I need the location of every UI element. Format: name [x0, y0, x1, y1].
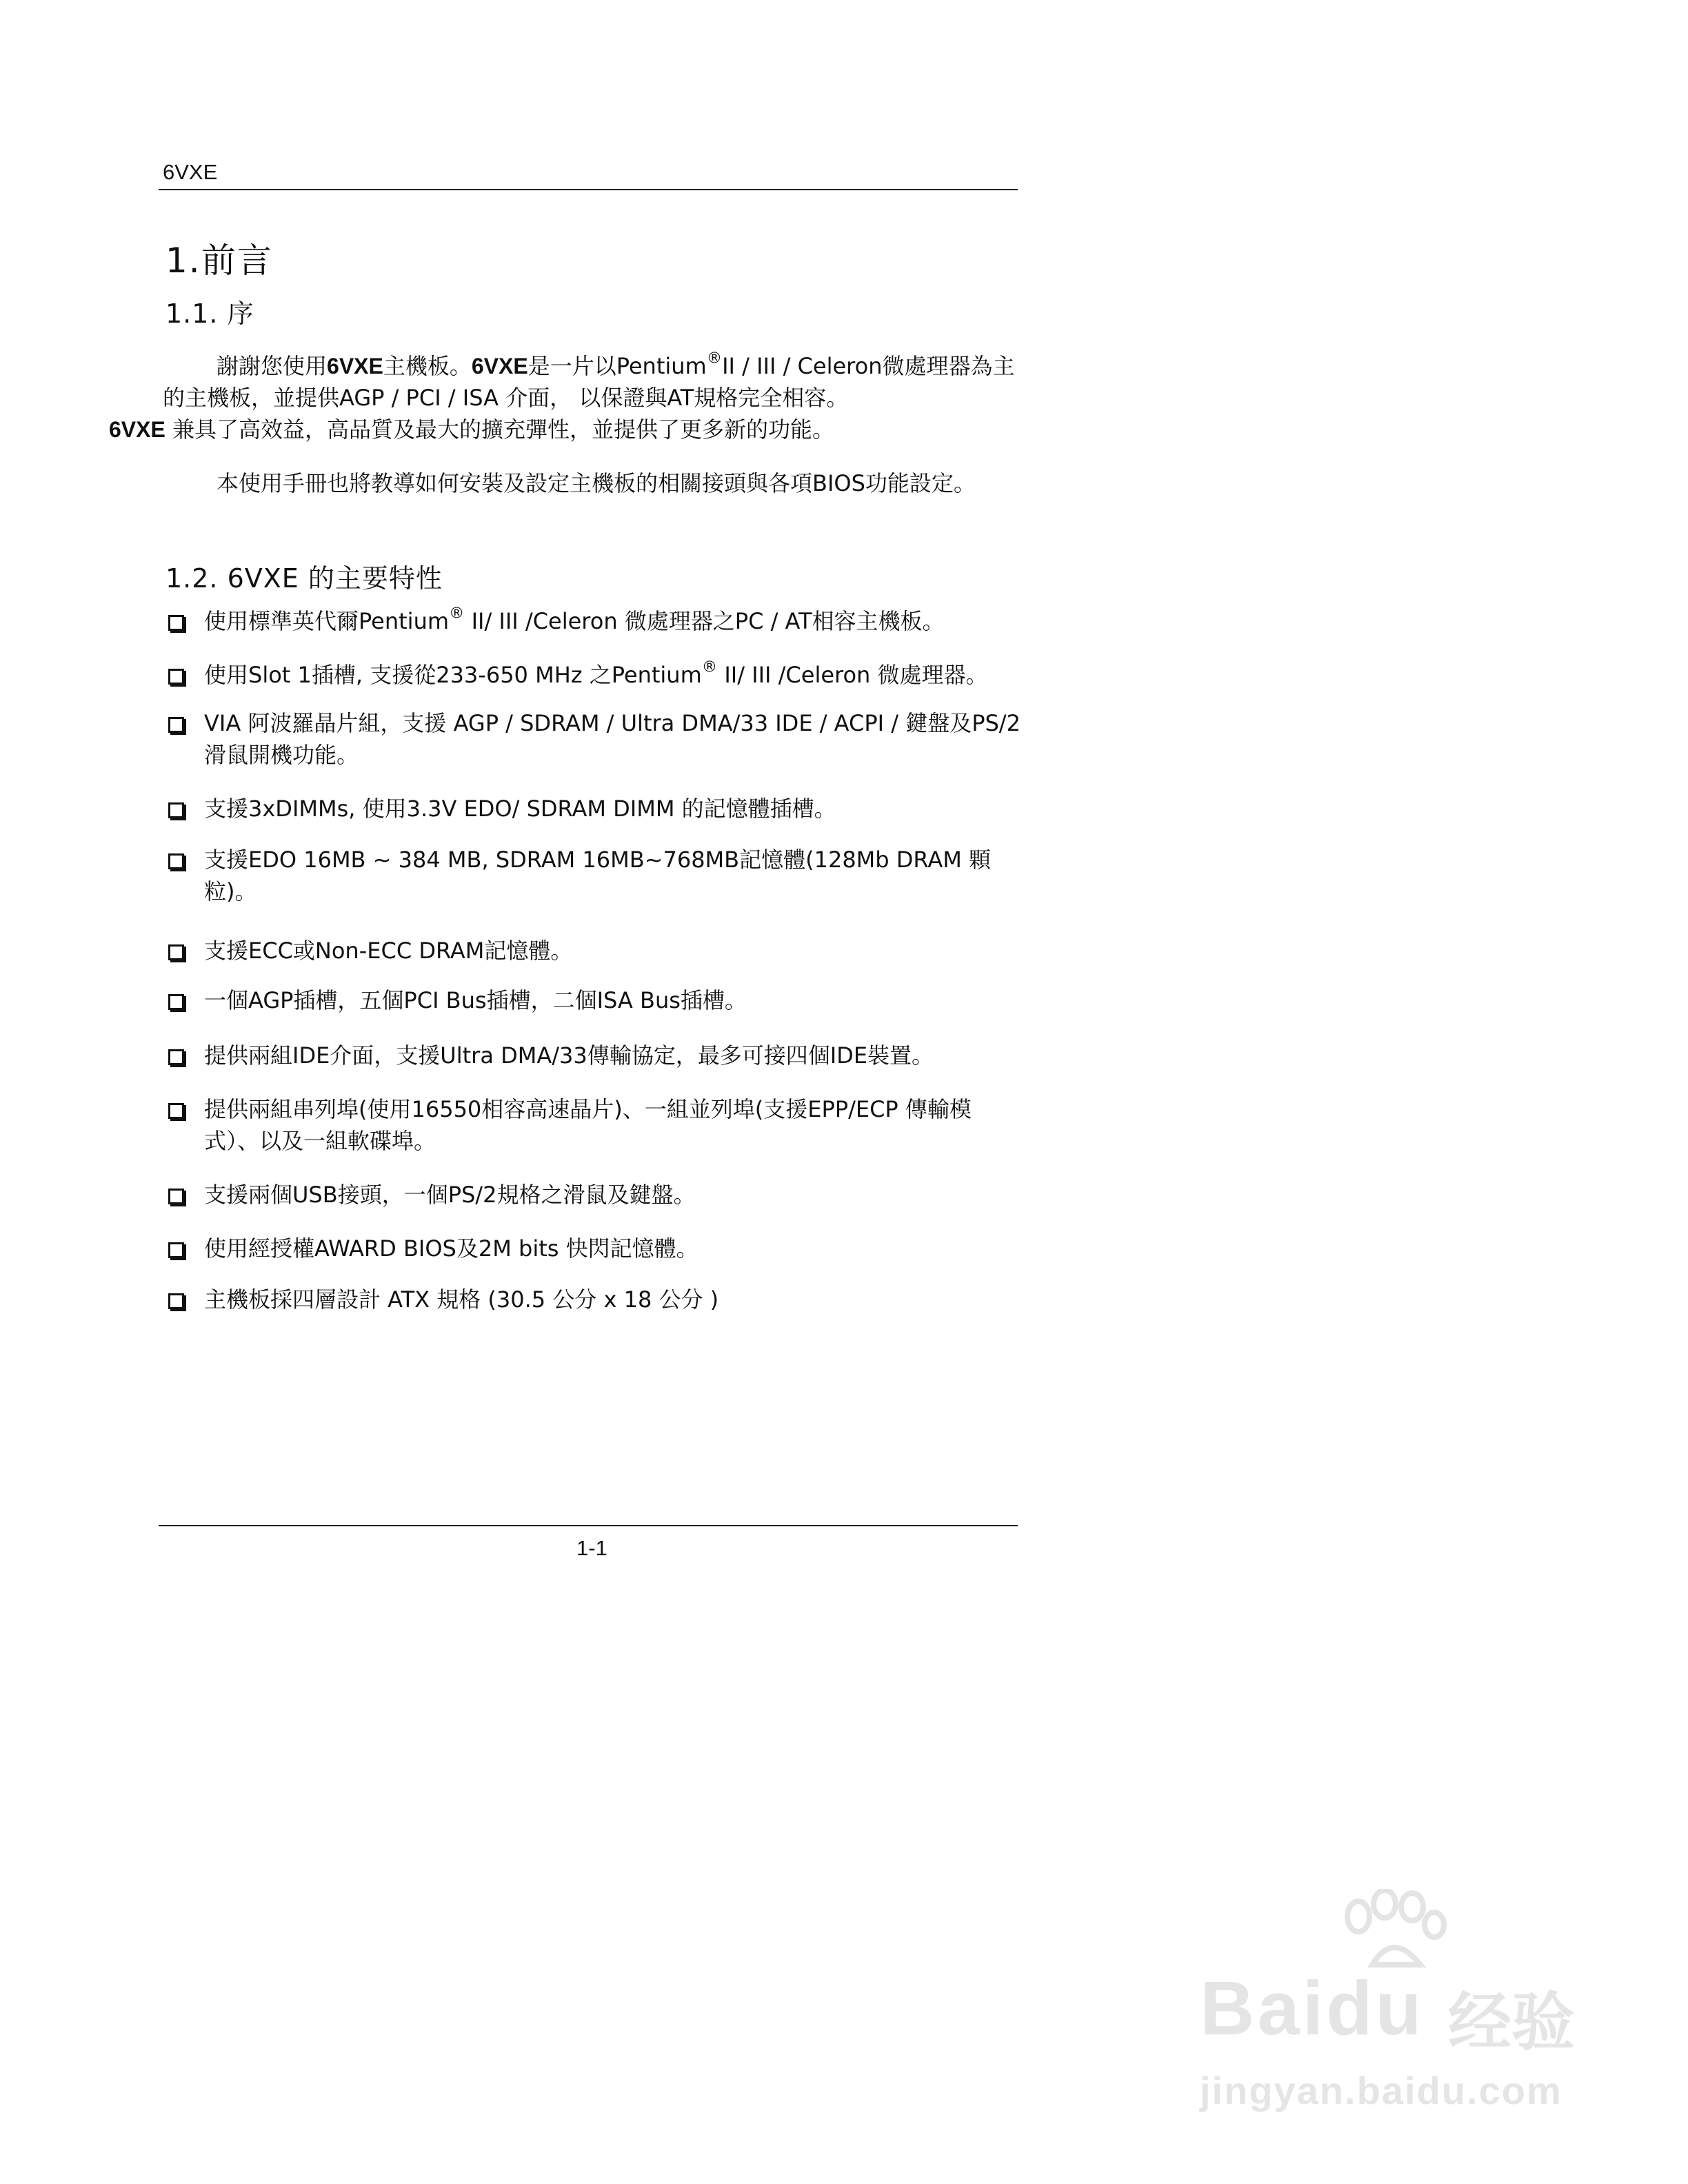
- intro-text-2: 主機板。: [383, 353, 472, 379]
- baidu-watermark: [1172, 1889, 1600, 2137]
- intro-text-3: 是一片以Pentium: [528, 353, 707, 379]
- checkbox-bullet-icon: [168, 669, 184, 685]
- intro-text-1: 謝謝您使用: [217, 353, 328, 379]
- intro-paragraph: [109, 349, 1018, 445]
- page-number: 1-1: [576, 1536, 607, 1560]
- checkbox-bullet-icon: [168, 615, 184, 631]
- paw-icon: [1331, 1889, 1455, 1972]
- footer-rule: [159, 1525, 1018, 1526]
- checkbox-bullet-icon: [168, 994, 184, 1010]
- checkbox-bullet-icon: [168, 853, 184, 869]
- checkbox-bullet-icon: [168, 802, 184, 818]
- model-name: 6VXE: [327, 354, 383, 378]
- watermark-cn: 经验: [1448, 1985, 1576, 2059]
- document-page: 6VXE 1.前言 1.1. 序 謝謝您使用6VXE主機板。6VXE是一片以Pentium®II / III / Celeron微處理器為主的主機板，並提供AGP / PCI / ISA 介面， 以保證與AT規格完全相容。 6VXE 兼具了高效益，高品質及最大的擴充彈性，並提供了更多新的功能。 本使用手冊也將教導如何安裝及設定主機板的相關接頭與各項BIOS功能設定。 1.2. 6VXE 的主要特性 使用標準英代爾Pentium® II/ III /Celeron 微處理器之PC / AT相容主機板。 使用Slot 1插槽, 支援從233-650 MHz 之Pentium® II/ III /Celeron 微處理器。 VIA 阿波羅晶片組，支援 AGP / SDRAM / Ultra DMA/33 IDE / ACPI / 鍵盤及PS/2 滑鼠開機功能。 支援3xDIMMs, 使用3.3V EDO/ SDRAM DIMM 的記憶體插槽。 支援EDO 16MB ~ 384 MB, SDRAM 16MB~768MB記憶體(128Mb DRAM 顆粒)。 支援ECC或Non-ECC DRAM記憶體。 一個AGP插槽，五個PCI Bus插槽，二個ISA Bus插槽。 提供兩組IDE介面，支援Ultra DMA/33傳輸協定，最多可接四個IDE裝置。 提供兩組串列埠(使用16550相容高速晶片)、一組並列埠(支援EPP/ECP 傳輸模式）、以及一組軟碟埠。 支援兩個USB接頭，一個PS/2規格之滑鼠及鍵盤。 使用經授權AWARD BIOS及2M bits 快閃記憶體。 主機板採四層設計 ATX 規格 (30.5 公分 x 18 公分 ) 1-1 Baidu 经验 jingyan.baidu.com: [0, 0, 1688, 2184]
- model-name: 6VXE: [109, 417, 165, 442]
- running-header: 6VXE: [163, 160, 218, 184]
- chapter-title: 1.前言: [165, 241, 273, 281]
- intro-text-4: II / III / Celeron微處理器為主的主機板，並提供AGP / PCI / ISA 介面， 以保證與AT規格完全相容。: [163, 353, 1015, 411]
- registered-mark: ®: [706, 349, 723, 367]
- intro-text-5: 兼具了高效益，高品質及最大的擴充彈性，並提供了更多新的功能。: [165, 416, 835, 443]
- checkbox-bullet-icon: [168, 1293, 184, 1309]
- model-name: 6VXE: [471, 354, 528, 378]
- checkbox-bullet-icon: [168, 944, 184, 960]
- checkbox-bullet-icon: [168, 1242, 184, 1258]
- checkbox-bullet-icon: [168, 1103, 184, 1119]
- watermark-url: jingyan.baidu.com: [1200, 2069, 1563, 2112]
- checkbox-bullet-icon: [168, 717, 184, 733]
- section-title-preface: 1.1. 序: [165, 299, 254, 329]
- section-title-features: 1.2. 6VXE 的主要特性: [165, 563, 443, 594]
- checkbox-bullet-icon: [168, 1049, 184, 1065]
- manual-paragraph: 本使用手冊也將教導如何安裝及設定主機板的相關接頭與各項BIOS功能設定。: [217, 470, 976, 496]
- checkbox-bullet-icon: [168, 1189, 184, 1204]
- header-rule: [159, 189, 1018, 190]
- watermark-brand: Baidu: [1200, 1966, 1425, 2051]
